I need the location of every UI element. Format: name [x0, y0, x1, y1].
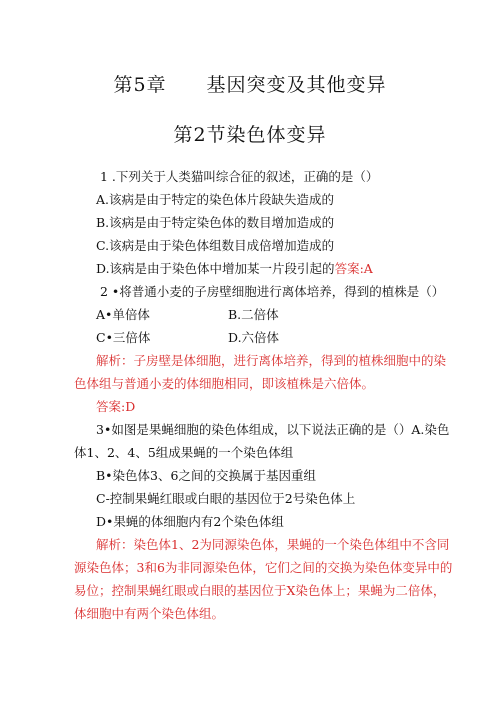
q3-explanation: [74, 533, 453, 625]
q2-options-row-2: [96, 326, 436, 349]
q2-option-b: B.二倍体: [228, 307, 279, 322]
q2-explanation-line: 解析：子房壁是体细胞，进行离体培养，得到的植株细胞中的染: [96, 353, 447, 368]
q3-stem-line: 3•如图是果蝇细胞的染色体组成，以下说法正确的是（）A.染色: [96, 422, 450, 437]
q1-answer: 答案:A: [334, 261, 373, 276]
q1-option-a: A.该病是由于特定的染色体片段缺失造成的: [96, 192, 335, 207]
question-content: [74, 165, 453, 625]
chapter-title: 第5章 基因突变及其他变异: [113, 74, 387, 96]
q2-answer: 答案:D: [96, 399, 136, 414]
q3-option-b: B•染色体3、6之间的交换属于基因重组: [96, 468, 316, 483]
q2-option-c: C•三倍体: [96, 330, 151, 345]
q3-explanation-line: 源染色体；3和6为非同源染色体，它们之间的交换为染色体变异中的: [74, 560, 453, 575]
q3-option-d: D•果蝇的体细胞内有2个染色体组: [96, 514, 284, 529]
q3-explanation-line: 体细胞中有两个染色体组。: [74, 606, 225, 621]
q3-stem-line: 体1、2、4、5组成果蝇的一个染色体组: [74, 445, 294, 460]
q2-options-row-1: [96, 303, 436, 326]
q3-stem: [74, 418, 450, 464]
q3-explanation-line: 易位；控制果蝇红眼或白眼的基因位于X染色体上；果蝇为二倍体，: [74, 583, 446, 598]
q2-explanation-line: 色体组与普通小麦的体细胞相同，即该植株是六倍体。: [74, 376, 375, 391]
q1-stem: 1 .下列关于人类猫叫综合征的叙述，正确的是（）: [100, 169, 379, 184]
q3-option-c: C-控制果蝇红眼或白眼的基因位于2号染色体上: [96, 491, 356, 506]
q3-explanation-line: 解析：染色体1、2为同源染色体，果蝇的一个染色体组中不含同: [96, 537, 450, 552]
q2-stem: 2 •将普通小麦的子房壁细胞进行离体培养，得到的植株是（）: [100, 284, 445, 299]
q2-explanation: [74, 349, 447, 395]
q2-option-d: D.六倍体: [228, 330, 280, 345]
q1-option-d-line: [96, 257, 436, 280]
section-title: 第2节染色体变异: [173, 124, 327, 146]
q1-option-d: D.该病是由于染色体中增加某一片段引起的: [96, 261, 335, 276]
q1-option-b: B.该病是由于特定染色体的数目增加造成的: [96, 215, 335, 230]
q1-option-c: C.该病是由于染色体组数目成倍增加造成的: [96, 238, 335, 253]
q2-option-a: A•单倍体: [96, 307, 150, 322]
